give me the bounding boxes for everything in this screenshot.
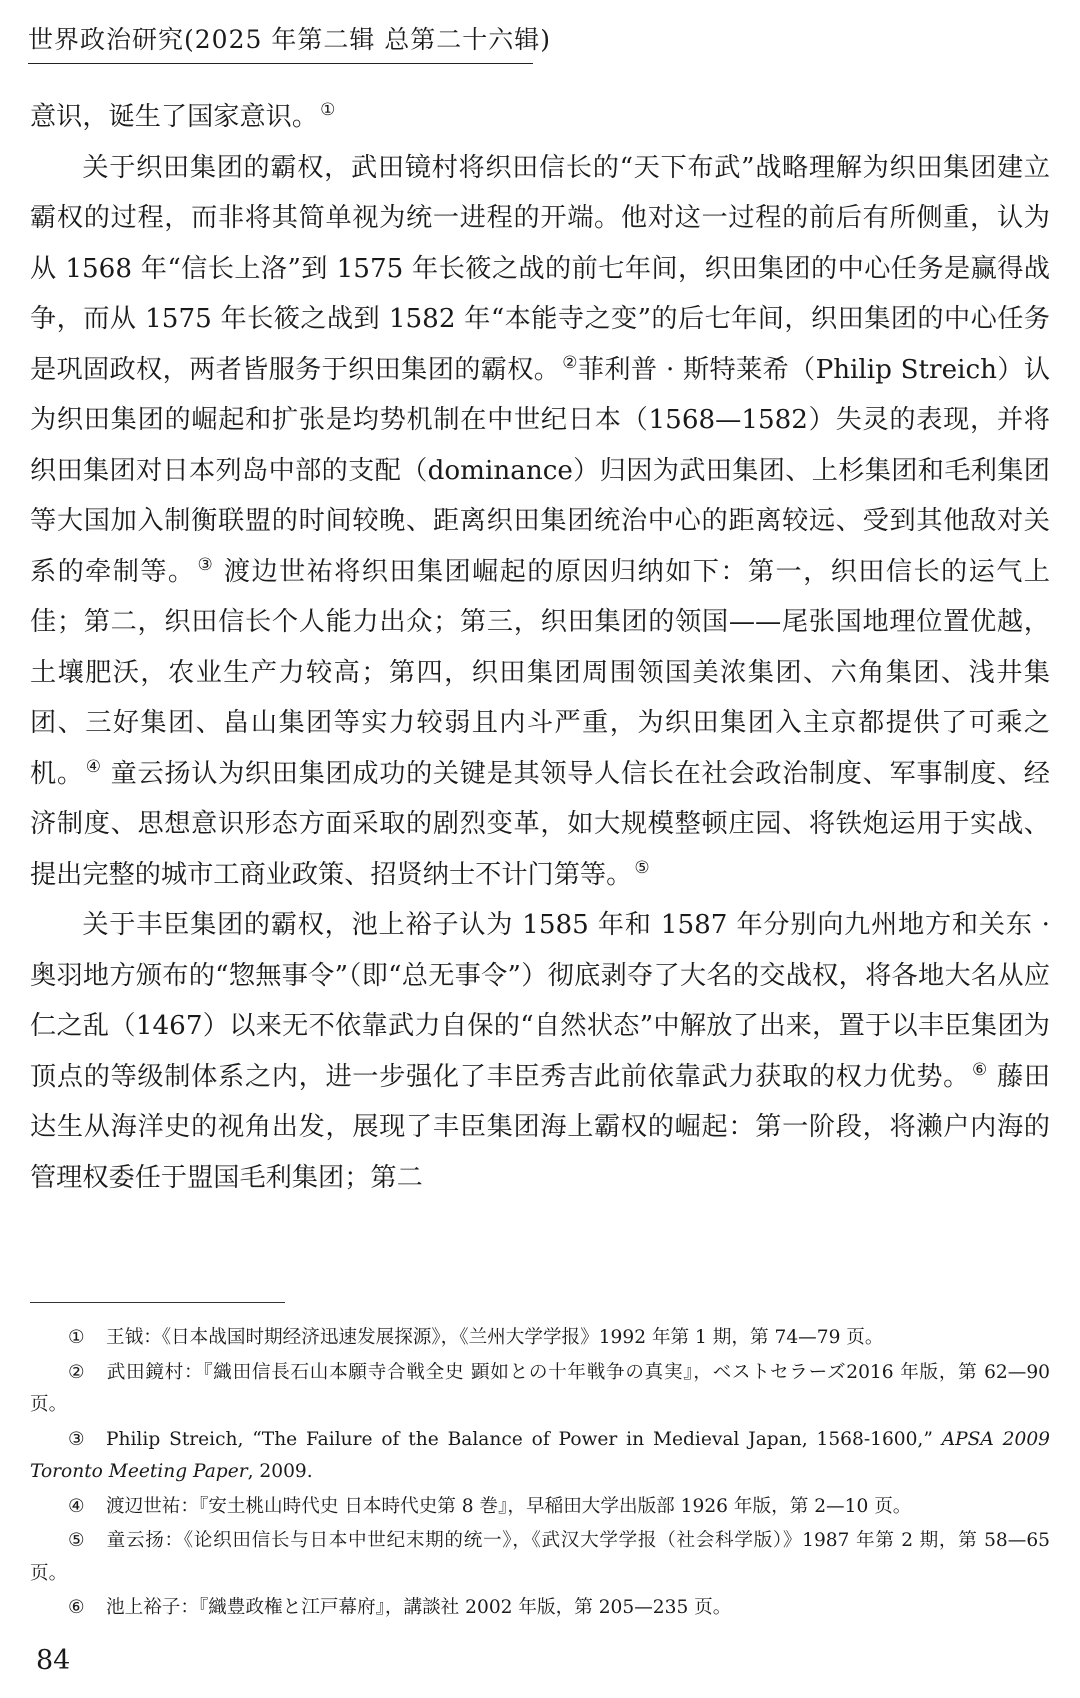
- paragraph-2: [30, 143, 1050, 901]
- footnote-text: 童云扬：《论织田信长与日本中世纪末期的统一》，《武汉大学学报（社会科学版）》1987 年第 2 期，第 58—65 页。: [30, 1530, 1050, 1584]
- paragraph-text: 关于丰臣集团的霸权，池上裕子认为 1585 年和 1587 年分别向九州地方和关东 · 奥羽地方颁布的“惣無事令”（即“总无事令”）彻底剥夺了大名的交战权，将各地大名从应仁之乱（1467）以来无不依靠武力自保的“自然状态”中解放了出来，置于以丰臣集团为顶点的等级制体系之内，进一步强化了丰臣秀吉此前依靠武力获取的权力优势。: [30, 910, 1050, 1092]
- footnote-ref[interactable]: ⑥: [972, 1059, 988, 1080]
- footnote-2: [30, 1357, 1050, 1422]
- footnote-number: ③: [68, 1428, 85, 1450]
- footnote-number: ⑥: [68, 1597, 85, 1618]
- body-text: [30, 92, 1050, 1203]
- footnote-ref[interactable]: ②: [562, 352, 578, 373]
- footnote-rule: [30, 1302, 285, 1303]
- paragraph-text: 菲利普 · 斯特莱希（Philip Streich）认为织田集团的崛起和扩张是均势机制在中世纪日本（1568—1582）失灵的表现，并将织田集团对日本列岛中部的支配（dominance）归因为武田集团、上杉集团和毛利集团等大国加入制衡联盟的时间较晚、距离织田集团统治中心的距离较远、受到其他敌对关系的牵制等。: [30, 354, 1051, 587]
- footnote-number: ②: [68, 1361, 85, 1383]
- footnote-1: [30, 1322, 1050, 1355]
- footnote-text: Philip Streich, “The Failure of the Balance of Power in Medieval Japan, 1568-1600,”: [106, 1428, 942, 1450]
- footnote-number: ①: [68, 1327, 85, 1348]
- paragraph-text: 童云扬认为织田集团成功的关键是其领导人信长在社会政治制度、军事制度、经济制度、思想意识形态方面采取的剧烈变革，如大规模整顿庄园、将铁炮运用于实战、提出完整的城市工商业政策、招贤纳士不计门第等。: [30, 758, 1050, 890]
- paragraph-text: 意识，诞生了国家意识。: [30, 102, 319, 132]
- footnote-3: [30, 1424, 1050, 1489]
- footnote-number: ④: [68, 1495, 85, 1517]
- paragraph-3: [30, 900, 1050, 1203]
- paragraph-text: 藤田达生从海洋史的视角出发，展现了丰臣集团海上霸权的崛起：第一阶段，将濑户内海的管理权委任于盟国毛利集团；第二: [30, 1061, 1051, 1193]
- footnote-ref[interactable]: ④: [85, 756, 102, 777]
- footnote-ref[interactable]: ⑤: [634, 857, 650, 878]
- footnote-text: 王钺：《日本战国时期经济迅速发展探源》，《兰州大学学报》1992 年第 1 期，第 74—79 页。: [106, 1327, 884, 1348]
- footnote-6: [30, 1592, 1050, 1625]
- footnote-text: 武田鏡村：『織田信長石山本願寺合戦全史 顕如との十年戦争の真実』，ベストセラーズ2016 年版，第 62—90 页。: [30, 1361, 1050, 1415]
- running-header: 世界政治研究(2025 年第二辑 总第二十六辑): [28, 25, 552, 54]
- header-rule: [28, 63, 533, 64]
- paragraph-1: [30, 92, 1050, 143]
- page-number: 84: [36, 1645, 71, 1676]
- footnotes: [30, 1322, 1050, 1627]
- footnote-5: [30, 1525, 1050, 1590]
- paragraph-text: 渡边世祐将织田集团崛起的原因归纳如下：第一，织田信长的运气上佳；第二，织田信长个人能力出众；第三，织田集团的领国——尾张国地理位置优越，土壤肥沃，农业生产力较高；第四，织田集团周围领国美浓集团、六角集团、浅井集团、三好集团、畠山集团等实力较弱且内斗严重，为织田集团入主京都提供了可乘之机。: [30, 556, 1050, 789]
- footnote-text: 池上裕子：『織豊政権と江戸幕府』，講談社 2002 年版，第 205—235 页。: [106, 1597, 732, 1618]
- footnote-text: 渡辺世祐：『安土桃山時代史 日本時代史第 8 巻』，早稲田大学出版部 1926 年版，第 2—10 页。: [106, 1495, 912, 1517]
- footnote-ref[interactable]: ①: [320, 100, 336, 121]
- footnote-number: ⑤: [68, 1530, 85, 1551]
- footnote-ref[interactable]: ③: [197, 554, 215, 575]
- footnote-italic-title: APSA 2009 Toronto Meeting Paper: [30, 1428, 1050, 1482]
- paragraph-text: 关于织田集团的霸权，武田镜村将织田信长的“天下布武”战略理解为织田集团建立霸权的过程，而非将其简单视为统一进程的开端。他对这一过程的前后有所侧重，认为从 1568 年“信长上洛”到 1575 年长筱之战的前七年间，织田集团的中心任务是赢得战争，而从 1575 年长筱之战到 1582 年“本能寺之变”的后七年间，织田集团的中心任务是巩固政权，两者皆服务于织田集团的霸权。: [30, 152, 1050, 385]
- footnote-text: , 2009.: [247, 1461, 313, 1482]
- footnote-4: [30, 1491, 1050, 1524]
